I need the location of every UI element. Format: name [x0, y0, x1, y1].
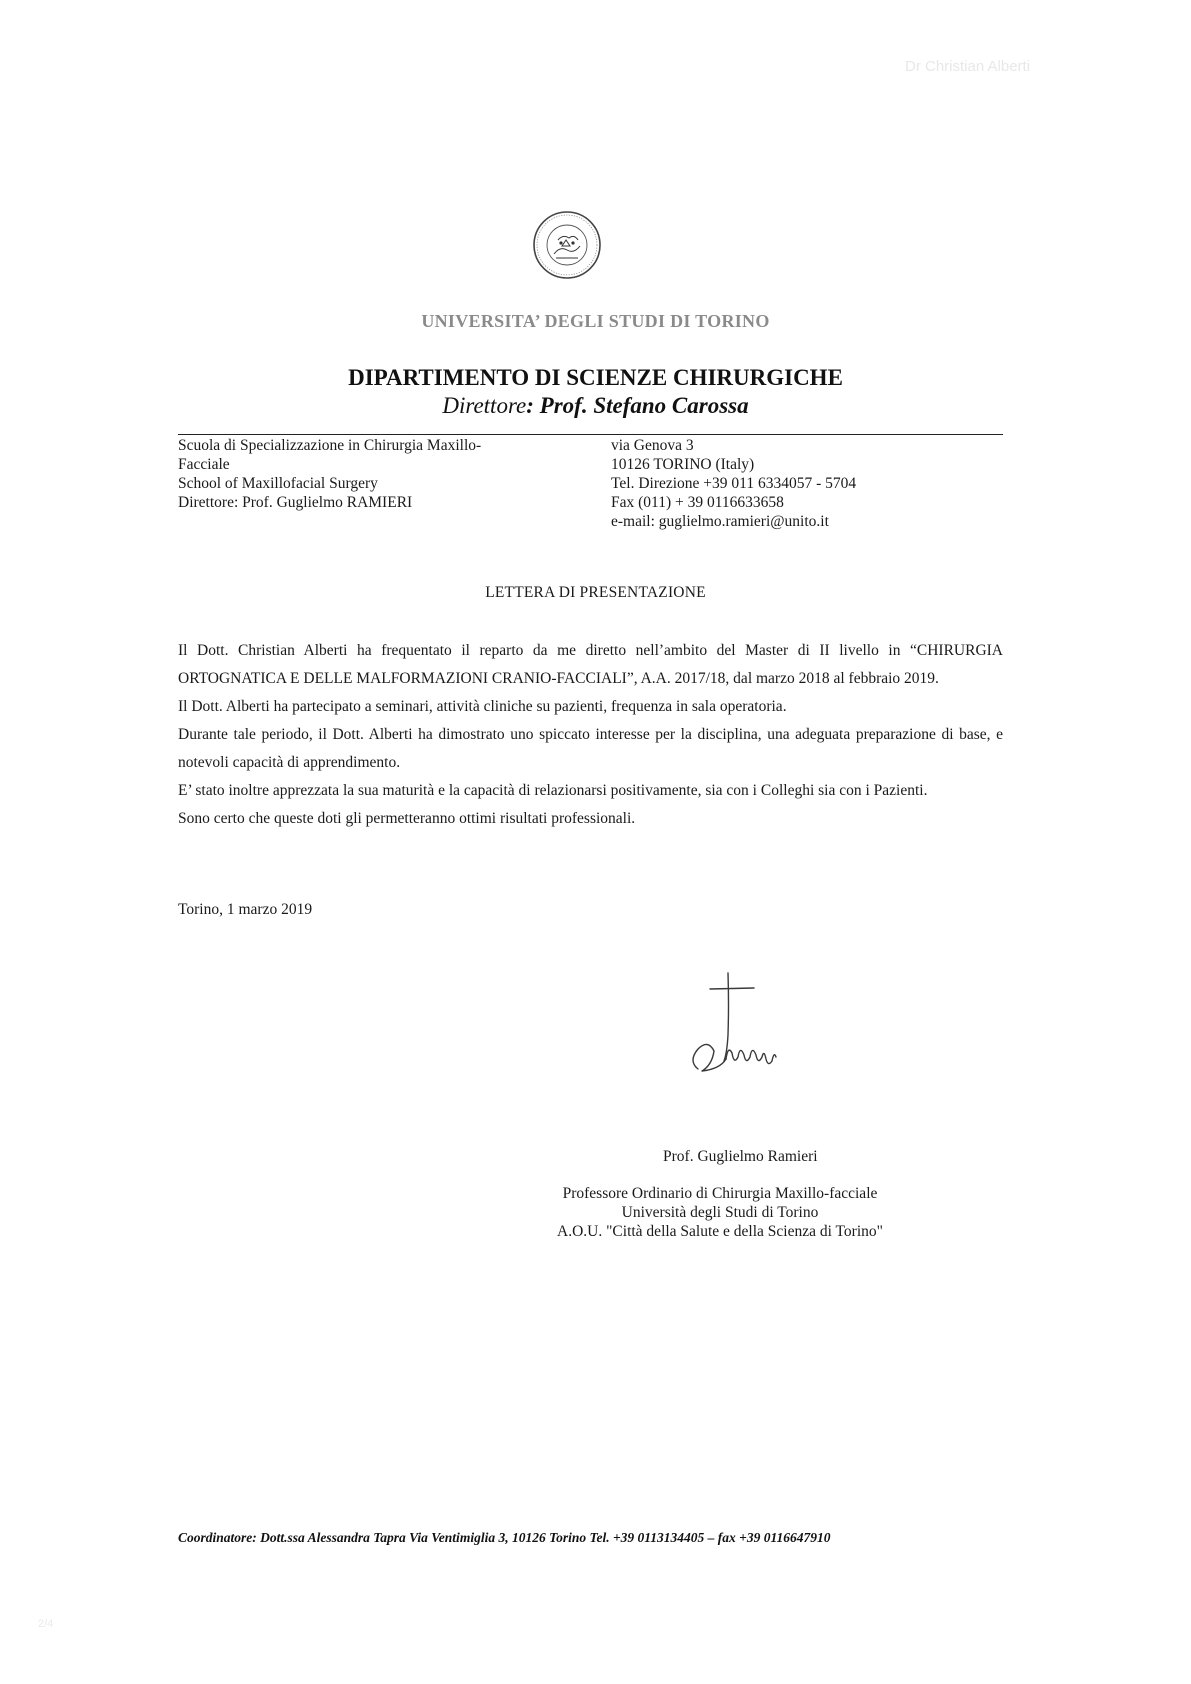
city-line: 10126 TORINO (Italy): [611, 456, 755, 473]
handwritten-signature-icon: [668, 965, 828, 1100]
fax-line: Fax (011) + 39 0116633658: [611, 494, 784, 511]
page-marker: 2/4: [38, 1618, 54, 1630]
signatory-title-line: A.O.U. "Città della Salute e della Scienza di Torino": [557, 1223, 883, 1240]
school-name-line1: Scuola di Specializzazione in Chirurgia Maxillo-: [178, 437, 482, 454]
address-line: via Genova 3: [611, 437, 694, 454]
paragraph: Il Dott. Christian Alberti ha frequentato il reparto da me diretto nell’ambito del Master di II livello in “CHIRURGIA ORTOGNATICA E DELLE MALFORMAZIONI CRANIO-FACCIALI”, A.A. 2017/18, dal marzo 2018 al febbraio 2019.: [178, 642, 1003, 687]
header-divider: [178, 434, 1003, 435]
contact-info-block: [611, 436, 1011, 531]
signatory-title-line: Professore Ordinario di Chirurgia Maxillo-facciale: [562, 1185, 878, 1202]
director-name: : Prof. Stefano Carossa: [526, 393, 749, 418]
letter-title: LETTERA DI PRESENTAZIONE: [485, 584, 706, 601]
letter-body: [178, 637, 1003, 833]
university-name: UNIVERSITA’ DEGLI STUDI DI TORINO: [421, 311, 770, 331]
school-name-line2: Facciale: [178, 456, 230, 473]
signatory-title-line: Università degli Studi di Torino: [621, 1204, 819, 1221]
paragraph: Sono certo che queste doti gli permetteranno ottimi risultati professionali.: [178, 810, 636, 827]
university-seal-icon: [532, 210, 602, 280]
phone-line: Tel. Direzione +39 011 6334057 - 5704: [611, 475, 857, 492]
director-label: Direttore: [442, 393, 527, 418]
department-director: [0, 393, 1191, 419]
school-english-name: School of Maxillofacial Surgery: [178, 475, 378, 492]
school-info-block: [178, 436, 538, 512]
footer-coordinator: Coordinatore: Dott.ssa Alessandra Tapra Via Ventimiglia 3, 10126 Torino Tel. +39 0113134405 – fax +39 0116647910: [178, 1530, 831, 1545]
department-name: DIPARTIMENTO DI SCIENZE CHIRURGICHE: [348, 365, 843, 390]
signatory-name: Prof. Guglielmo Ramieri: [663, 1148, 818, 1165]
paragraph: Il Dott. Alberti ha partecipato a seminari, attività cliniche su pazienti, frequenza in sala operatoria.: [178, 698, 787, 715]
signatory-titles: [520, 1184, 920, 1241]
watermark-text: Dr Christian Alberti: [905, 58, 1031, 75]
letter-date: Torino, 1 marzo 2019: [178, 901, 313, 918]
email-line: e-mail: guglielmo.ramieri@unito.it: [611, 513, 829, 530]
paragraph: Durante tale periodo, il Dott. Alberti ha dimostrato uno spiccato interesse per la disciplina, una adeguata preparazione di base, e notevoli capacità di apprendimento.: [178, 726, 1003, 771]
paragraph: E’ stato inoltre apprezzata la sua maturità e la capacità di relazionarsi positivamente, sia con i Colleghi sia con i Pazienti.: [178, 782, 928, 799]
school-director: Direttore: Prof. Guglielmo RAMIERI: [178, 494, 413, 511]
